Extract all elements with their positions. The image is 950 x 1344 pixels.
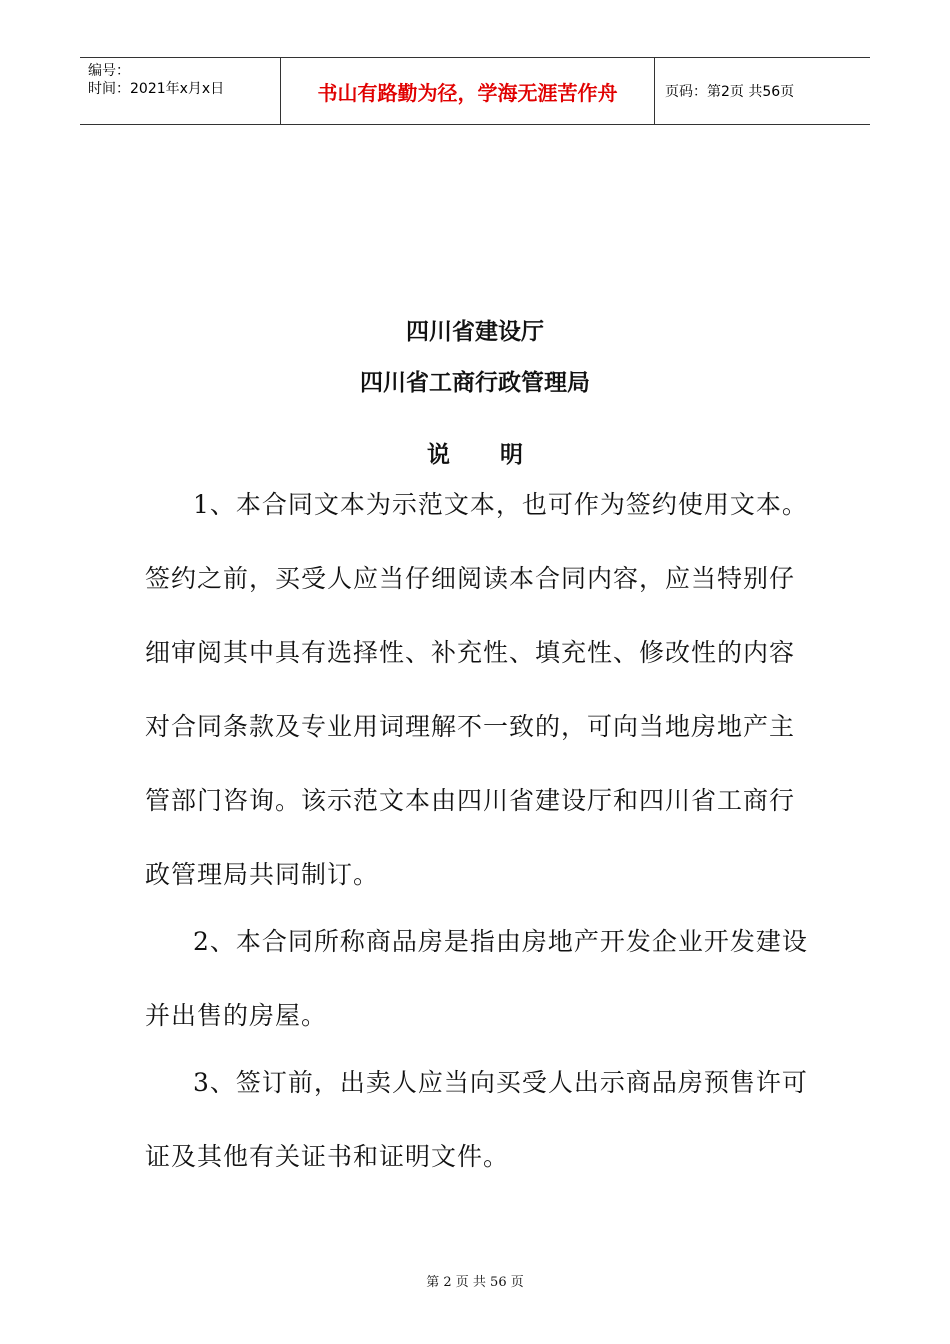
body-line: 细审阅其中具有选择性、补充性、填充性、修改性的内容 [145, 638, 796, 667]
serial-number-label: 编号： [88, 63, 130, 79]
body-line: 政管理局共同制订。 [145, 860, 380, 889]
body-line: 签约之前，买受人应当仔细阅读本合同内容，应当特别仔 [145, 564, 796, 593]
heading-char-1: 说 [427, 442, 450, 468]
header-page-info: 页码：第2页 共56页 [665, 84, 795, 100]
section-heading [0, 436, 950, 469]
time-label: 时间：2021年x月x日 [88, 81, 225, 97]
body-line: 并出售的房屋。 [145, 1001, 328, 1030]
header-meta [80, 58, 281, 124]
body-line: 1、本合同文本为示范文本，也可作为签约使用文本。 [193, 490, 808, 519]
page-header [80, 57, 870, 125]
body-line: 对合同条款及专业用词理解不一致的，可向当地房地产主 [145, 712, 796, 741]
issuer-title-2: 四川省工商行政管理局 [360, 370, 590, 396]
header-motto: 书山有路勤为径，学海无涯苦作舟 [281, 58, 655, 124]
body-line: 2、本合同所称商品房是指由房地产开发企业开发建设 [193, 927, 808, 956]
heading-char-2: 明 [500, 442, 523, 468]
body-line: 3、签订前，出卖人应当向买受人出示商品房预售许可 [193, 1068, 808, 1097]
body-line: 证及其他有关证书和证明文件。 [145, 1142, 510, 1171]
page-footer: 第 2 页 共 56 页 [426, 1275, 524, 1290]
issuer-title-1: 四川省建设厅 [406, 319, 544, 345]
body-line: 管部门咨询。该示范文本由四川省建设厅和四川省工商行 [145, 786, 796, 815]
